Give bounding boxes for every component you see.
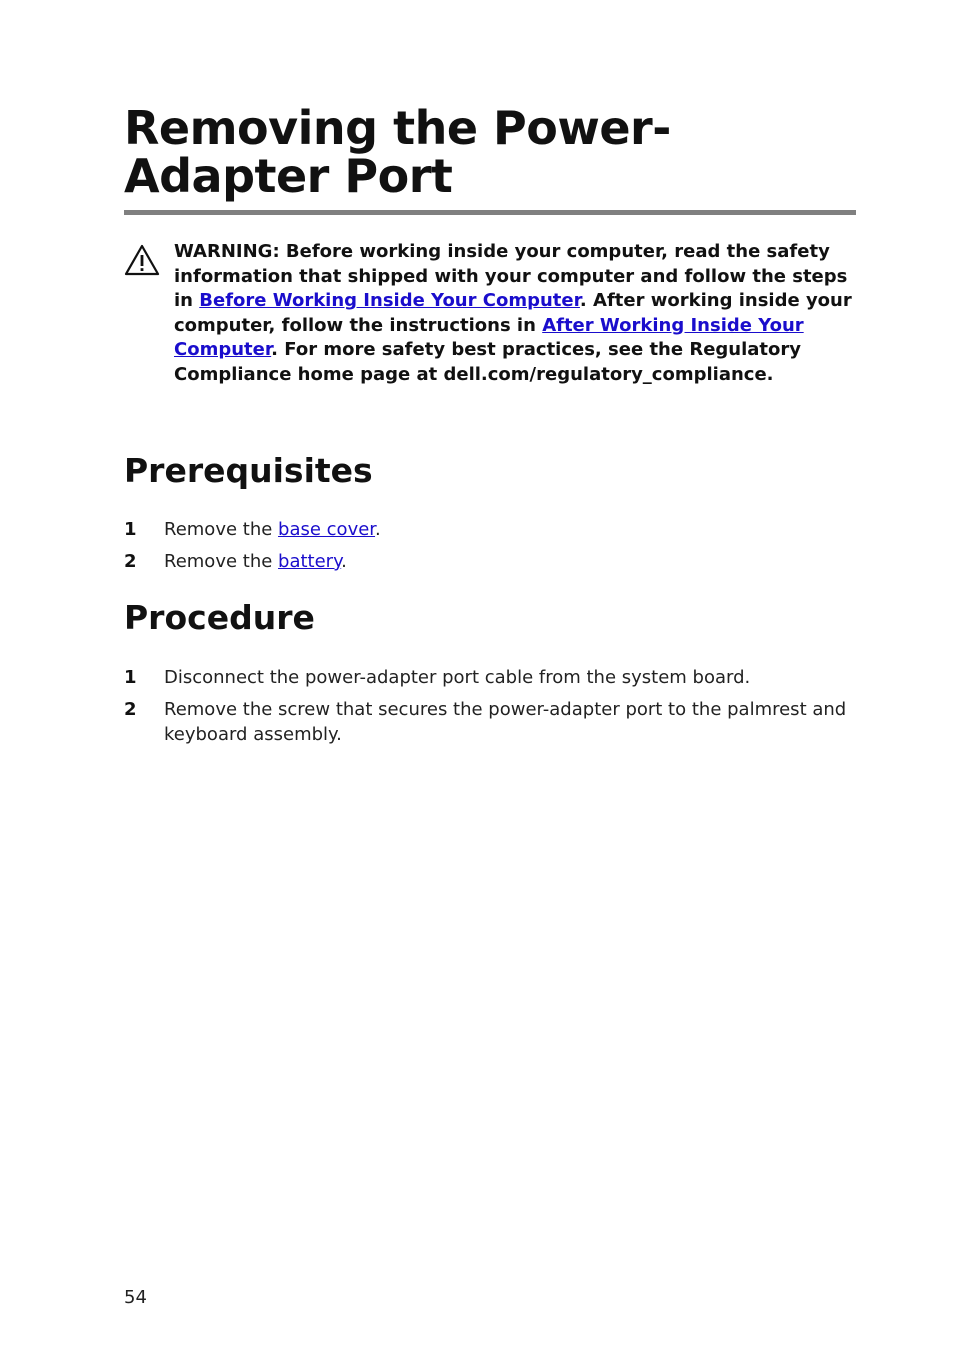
warning-text-part: WARNING: Before working inside your computer, read the safety information that shipped with your computer and follow the steps in xyxy=(174,241,848,312)
step-number: 2 xyxy=(124,551,137,572)
list-item xyxy=(124,518,856,543)
document-page xyxy=(124,0,856,1366)
warning-triangle-icon xyxy=(124,244,160,276)
step-text xyxy=(164,518,854,543)
warning-text-part: . For more safety best practices, see the Regulatory Compliance home page at dell.com/regulatory_compliance. xyxy=(174,339,801,385)
step-number: 1 xyxy=(124,519,137,540)
step-text: Disconnect the power-adapter port cable from the system board. xyxy=(164,667,751,688)
prerequisites-heading: Prerequisites xyxy=(124,451,373,490)
title-divider xyxy=(124,210,856,215)
procedure-list xyxy=(124,666,856,755)
base-cover-link[interactable]: base cover xyxy=(278,519,376,540)
battery-link[interactable]: battery xyxy=(278,551,342,572)
warning-text xyxy=(174,240,854,388)
list-item xyxy=(124,666,856,691)
warning-text-part: . After working inside your computer, follow the instructions in xyxy=(174,290,852,336)
step-text-part: . xyxy=(341,551,347,572)
step-number: 2 xyxy=(124,699,137,720)
list-item xyxy=(124,698,856,747)
page-number: 54 xyxy=(124,1287,147,1308)
list-item xyxy=(124,550,856,575)
step-number: 1 xyxy=(124,667,137,688)
procedure-heading: Procedure xyxy=(124,598,315,637)
before-working-link[interactable]: Before Working Inside Your Computer xyxy=(199,290,580,312)
step-text: Remove the screw that secures the power-adapter port to the palmrest and keyboard assembly. xyxy=(164,699,847,745)
page-title: Removing the Power-Adapter Port xyxy=(124,101,671,203)
step-text-part: Remove the xyxy=(164,519,279,540)
step-text-part: Remove the xyxy=(164,551,279,572)
after-working-link[interactable]: After Working Inside Your Computer xyxy=(174,314,804,361)
step-text-part: . xyxy=(375,519,381,540)
step-text xyxy=(164,550,854,575)
prerequisites-list xyxy=(124,518,856,582)
